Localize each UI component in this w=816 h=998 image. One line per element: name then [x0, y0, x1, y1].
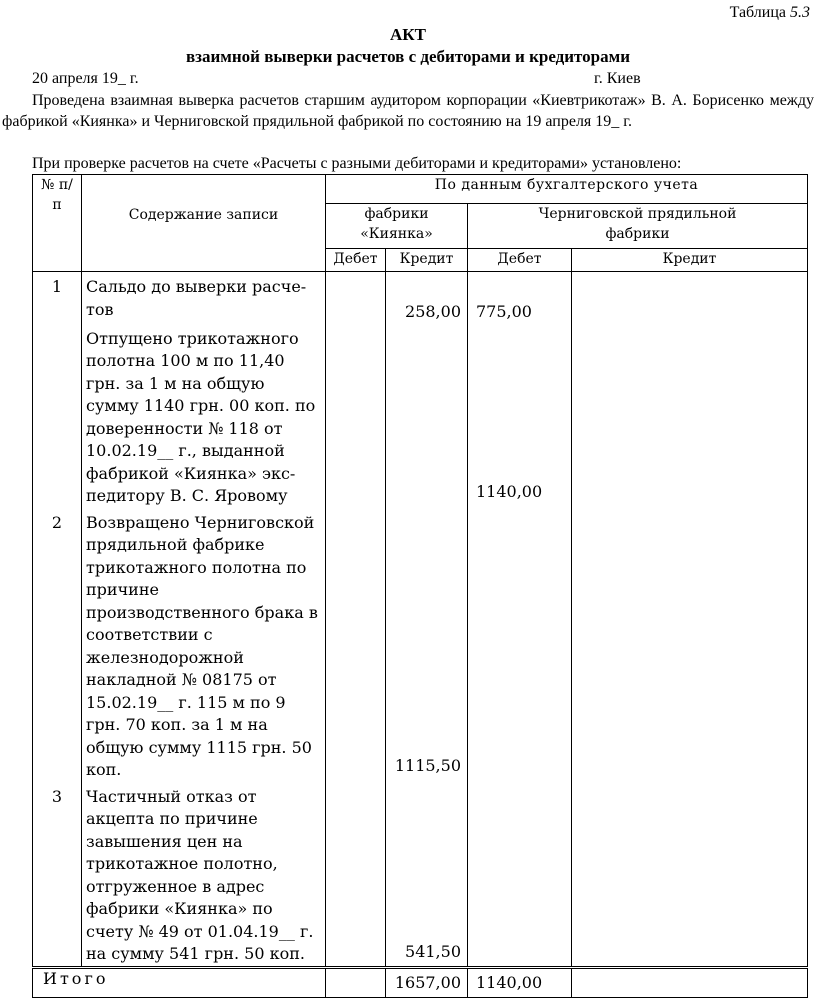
total-chernigov-debit: 1140,00: [468, 967, 572, 997]
table-number-label: [730, 4, 810, 22]
reconciliation-table: [32, 174, 808, 998]
chernigov-debit: 1140,00: [468, 324, 572, 508]
total-label: Итого: [33, 967, 326, 997]
kiyanka-debit: [326, 272, 386, 324]
row-content: Сальдо до выверки расче-тов: [82, 272, 326, 324]
row-number: 1: [33, 272, 82, 324]
col-header-no: № п/п: [33, 175, 82, 272]
kiyanka-credit: 258,00: [386, 272, 468, 324]
col-header-debit: Дебет: [326, 249, 386, 272]
document-subtitle: взаимной выверки расчетов с дебиторами и кредиторами: [185, 47, 631, 66]
table-number: 5.3: [790, 4, 810, 21]
table-row: [33, 324, 808, 508]
col-header-content: Содержание записи: [82, 175, 326, 272]
col-header-kiyanka: фабрики «Киянка»: [326, 204, 468, 249]
findings-paragraph: При проверке расчетов на счете «Расчеты с разными дебиторами и кредиторами» установлено:: [32, 155, 682, 172]
total-chernigov-credit: [572, 967, 808, 997]
chernigov-debit: [468, 782, 572, 968]
col-header-chernigov: Черниговской прядильной фабрики: [468, 204, 808, 249]
row-content: Возвращено Черниговской прядильной фабрике трикотажного полотна по причине производственного брака в соответствии с железнодорожной накладной № 08175 от 15.02.19__ г. 115 м по 9 грн. 70 коп. за 1 м на общую сумму 1115 грн. 50 коп.: [82, 508, 326, 782]
col-header-group: По данным бухгалтерского учета: [326, 175, 808, 204]
document-city: г. Киев: [594, 70, 641, 87]
col-header-debit: Дебет: [468, 249, 572, 272]
total-kiyanka-debit: [326, 967, 386, 997]
table-label: Таблица: [729, 4, 786, 21]
kiyanka-credit: 541,50: [386, 782, 468, 968]
kiyanka-debit: [326, 782, 386, 968]
kiyanka-debit: [326, 508, 386, 782]
chernigov-credit: [572, 782, 808, 968]
kiyanka-credit: 1115,50: [386, 508, 468, 782]
total-row: [33, 967, 808, 997]
row-number: 3: [33, 782, 82, 968]
chernigov-credit: [572, 324, 808, 508]
table-row: [33, 508, 808, 782]
row-number: 2: [33, 508, 82, 782]
table-row: [33, 272, 808, 324]
row-content: Частичный отказ от акцепта по причине завышения цен на трикотажное полотно, отгруженное в адрес фабрики «Киянка» по счету № 49 от 01.04.19__ г. на сумму 541 грн. 50 коп.: [82, 782, 326, 968]
table-header-row: [33, 175, 808, 204]
total-kiyanka-credit: 1657,00: [386, 967, 468, 997]
row-content: Отпущено трикотажного полотна 100 м по 11,40 грн. за 1 м на общую сумму 1140 грн. 00 коп. по доверенности № 118 от 10.02.19__ г., выданной фабрикой «Киянка» экс-педитору В. С. Яровому: [82, 324, 326, 508]
kiyanka-credit: [386, 324, 468, 508]
col-header-credit: Кредит: [386, 249, 468, 272]
chernigov-debit: 775,00: [468, 272, 572, 324]
document-date: 20 апреля 19_ г.: [32, 70, 139, 87]
row-number: [33, 324, 82, 508]
intro-paragraph: Проведена взаимная выверка расчетов старшим аудитором корпорации «Киевтрикотаж» В. А. Борисенко между фабрикой «Киянка» и Черниговской прядильной фабрикой по состоянию на 19 апреля 19_ г.: [2, 92, 814, 130]
kiyanka-debit: [326, 324, 386, 508]
col-header-credit: Кредит: [572, 249, 808, 272]
chernigov-credit: [572, 272, 808, 324]
chernigov-debit: [468, 508, 572, 782]
document-title: АКТ: [390, 25, 426, 44]
table-row: [33, 782, 808, 968]
chernigov-credit: [572, 508, 808, 782]
